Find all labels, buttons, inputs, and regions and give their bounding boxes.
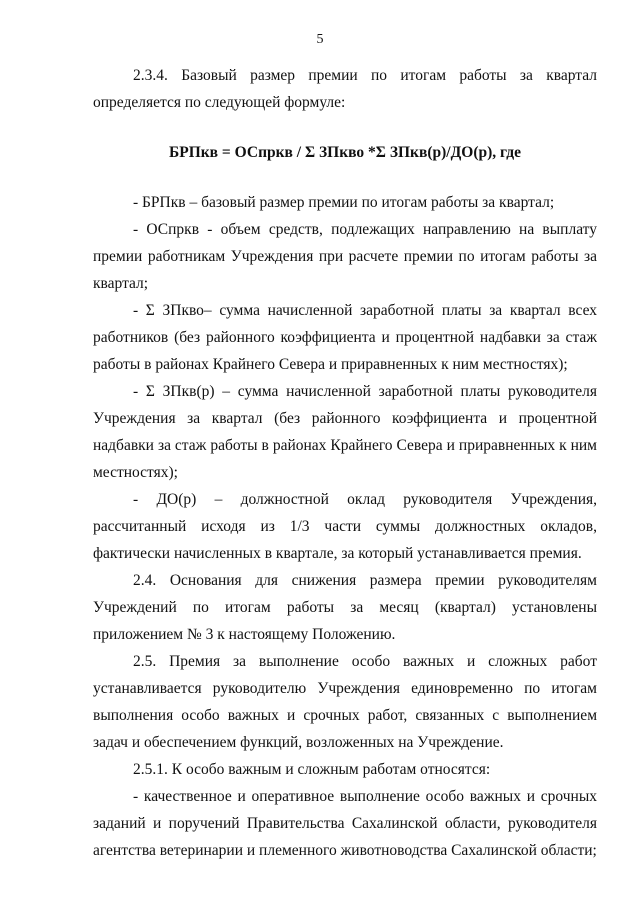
paragraph-2-3-4: 2.3.4. Базовый размер премии по итогам работы за квартал определяется по следующей формуле: (93, 67, 597, 111)
definition-sum-zpkvo: - Σ ЗПкво– сумма начисленной заработной платы за квартал всех работников (без районного коэффициента и процентной надбавки за стаж работы в районах Крайнего Севера и приравненных к ним местностях); (93, 302, 597, 373)
paragraph-2-5: 2.5. Премия за выполнение особо важных и сложных работ устанавливается руководителю Учреждения единовременно по итогам выполнения особо важных и срочных работ, связанных с выполнением задач и обеспечением функций, возложенных на Учреждение. (93, 653, 597, 751)
paragraph-2-5-1: 2.5.1. К особо важным и сложным работам относятся: (133, 761, 491, 778)
paragraph-2-4: 2.4. Основания для снижения размера премии руководителям Учреждений по итогам работы за месяц (квартал) установлены приложением № 3 к настоящему Положению. (93, 572, 597, 643)
document-body (93, 62, 597, 864)
definition-brpkv: - БРПкв – базовый размер премии по итогам работы за квартал; (133, 194, 555, 211)
list-item-1: - качественное и оперативное выполнение особо важных и срочных заданий и поручений Правительства Сахалинской области, руководителя агентства ветеринарии и племенного животноводства Сахалинской области; (93, 788, 597, 859)
formula: БРПкв = ОСпркв / Σ ЗПкво *Σ ЗПкв(р)/ДО(р), где (168, 144, 522, 161)
definition-osprkv: - ОСпркв - объем средств, подлежащих направлению на выплату премии работникам Учреждения при расчете премии по итогам работы за квартал; (93, 221, 597, 292)
definition-sum-zpkv-r: - Σ ЗПкв(р) – сумма начисленной заработной платы руководителя Учреждения за квартал (без районного коэффициента и процентной надбавки за стаж работы в районах Крайнего Севера и приравненных к ним местностях); (93, 383, 597, 481)
definition-do-r: - ДО(р) – должностной оклад руководителя Учреждения, рассчитанный исходя из 1/3 части суммы должностных окладов, фактически начисленных в квартале, за который устанавливается премия. (93, 491, 597, 562)
page-number: 5 (316, 32, 324, 47)
